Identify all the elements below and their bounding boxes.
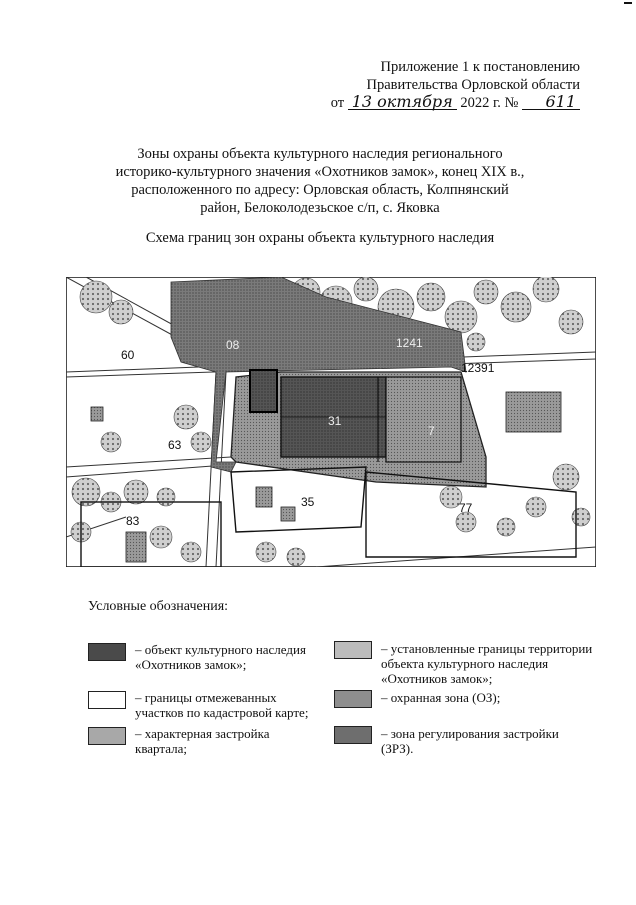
- quarter-label-1241: 1241: [396, 336, 423, 350]
- legend-swatch-characteristic-building: [88, 727, 126, 745]
- scan-mark: [624, 2, 632, 4]
- date-prefix: от: [330, 95, 345, 111]
- title-line: район, Белоколодезьское с/п, с. Яковка: [200, 200, 440, 216]
- legend-title: Условные обозначения:: [88, 599, 229, 614]
- title-line: расположенного по адресу: Орловская область, Колпнянский: [131, 182, 509, 198]
- title-line: Зоны охраны объекта культурного наследия регионального: [137, 146, 503, 162]
- parcel-label-31: 31: [328, 414, 342, 428]
- legend-swatch-heritage-object: [88, 643, 126, 661]
- government-line: Правительства Орловской области: [366, 77, 580, 93]
- quarter-label-12391: 12391: [461, 361, 495, 375]
- legend-swatch-cadastral: [88, 691, 126, 709]
- legend-swatch-territory-border: [334, 641, 372, 659]
- parcel-label-08: 08: [226, 338, 240, 352]
- legend-swatch-protection-zone: [334, 690, 372, 708]
- parcel-label-60: 60: [121, 348, 135, 362]
- legend-swatch-regulation-zone: [334, 726, 372, 744]
- legend-item: – характерная застройка квартала;: [135, 726, 270, 756]
- parcel-label-35: 35: [301, 495, 315, 509]
- legend-item: – установленные границы территории объекта культурного наследия «Охотников замок»;: [381, 641, 593, 686]
- parcel-label-77: 77: [459, 501, 473, 515]
- parcel-label-63: 63: [168, 438, 182, 452]
- title-line: историко-культурного значения «Охотников замок», конец XIX в.,: [115, 164, 525, 180]
- decree-date-line: [250, 94, 580, 111]
- scheme-subtitle: Схема границ зон охраны объекта культурного наследия: [145, 230, 495, 246]
- heritage-object: [250, 370, 277, 412]
- appendix-line: Приложение 1 к постановлению: [380, 59, 580, 75]
- handwritten-date: 13 октября: [348, 94, 457, 110]
- zone-map: [66, 277, 596, 567]
- parcel-label-83: 83: [126, 514, 140, 528]
- year-number-label: 2022 г. №: [460, 95, 519, 111]
- document-title: [70, 145, 570, 217]
- legend-item: – зона регулирования застройки (ЗРЗ).: [381, 726, 559, 756]
- legend-item: – границы отмежеванных участков по кадастровой карте;: [135, 690, 309, 720]
- legend-item: – объект культурного наследия «Охотников замок»;: [135, 642, 306, 672]
- legend-item: – охранная зона (ОЗ);: [381, 690, 501, 705]
- parcel-label-7: 7: [428, 424, 435, 438]
- handwritten-number: 611: [522, 94, 580, 110]
- parcel-east: [386, 377, 461, 462]
